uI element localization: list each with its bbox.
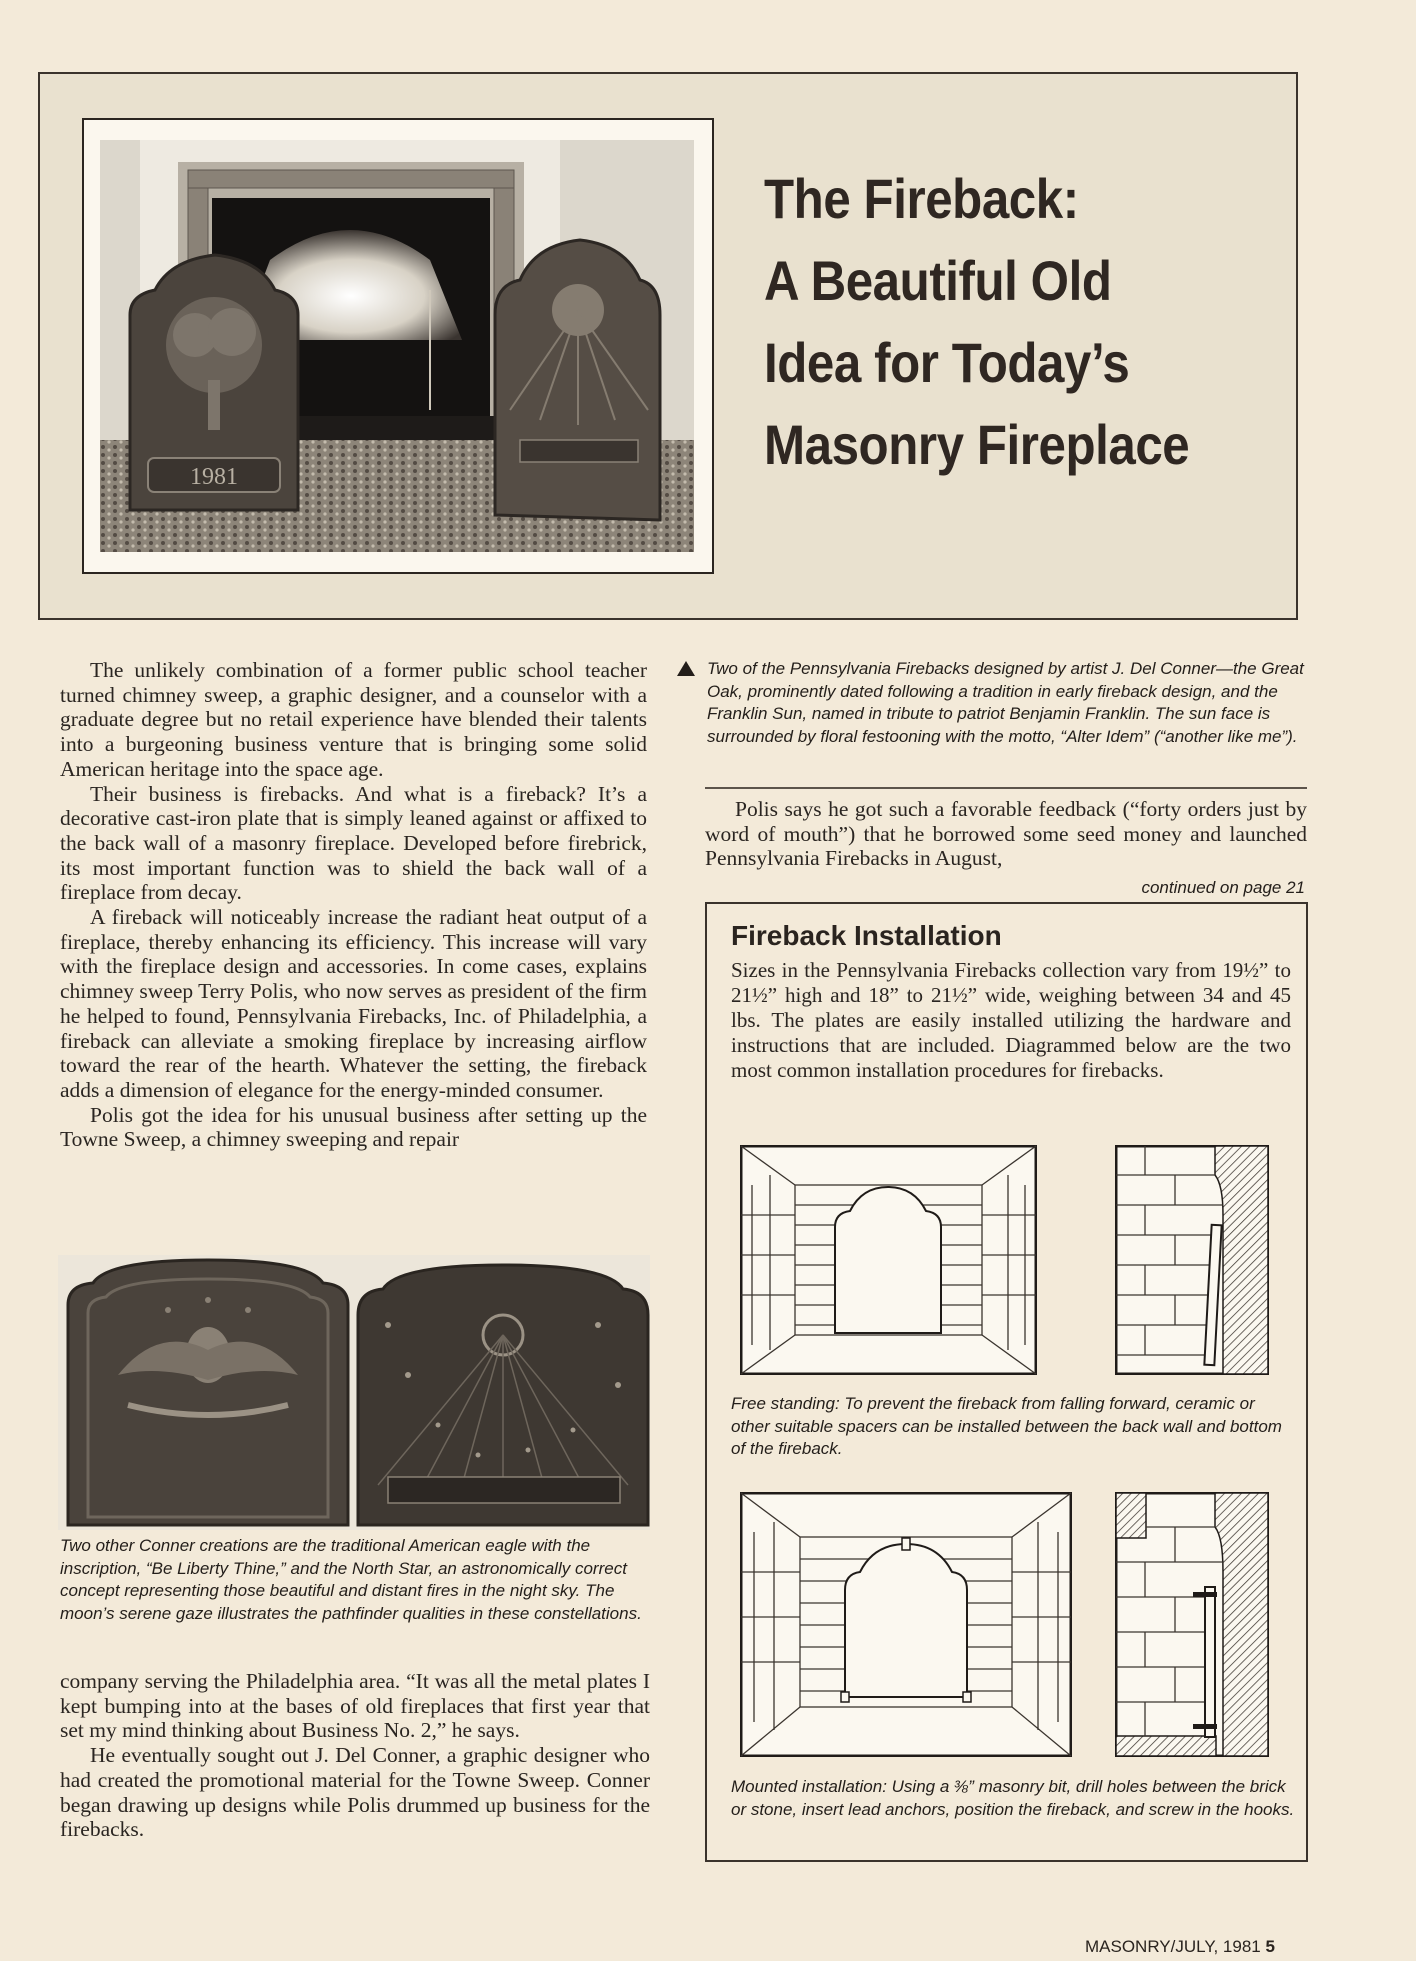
body-paragraph: The unlikely combination of a former public school teacher turned chimney sweep, a graphic designer, and a counselor with a graduate degree but no retail experience have blended their talents into a burgeoning business venture that is bringing some solid American heritage into the space age. [60, 658, 647, 781]
free-standing-side-diagram [1115, 1145, 1269, 1375]
north-star-fireback [358, 1265, 648, 1525]
page-footer [1085, 1937, 1275, 1957]
body-paragraph: Polis got the idea for his unusual business after setting up the Towne Sweep, a chimney sweeping and repair [60, 1102, 647, 1152]
body-paragraph: A fireback will noticeably increase the radiant heat output of a fireplace, thereby enhancing its efficiency. This increase will vary with the fireplace design and accessories. In come cases, explains chimney sweep Terry Polis, who now serves as president of the firm he helped to found, Pennsylvania Firebacks, Inc. of Philadelphia, a fireback can alleviate a smoking fireplace by increasing airflow toward the rear of the hearth. Whatever the setting, the fireback adds a dimension of elegance for the energy-minded consumer. [60, 905, 647, 1102]
body-paragraph: company serving the Philadelphia area. “It was all the metal plates I kept bumping into at the bases of old fireplaces that first year that set my mind thinking about Business No. 2,” he says. [60, 1669, 650, 1743]
mounted-front-diagram [740, 1492, 1072, 1757]
body-paragraph: Their business is firebacks. And what is a fireback? It’s a decorative cast-iron plate that is simply leaned against or affixed to the back wall of a masonry fireplace. Developed before firebrick, its most important function was to shield the back wall of a fireplace from decay. [60, 781, 647, 905]
body-column-left-continued [60, 1669, 650, 1842]
sidebar-text: Sizes in the Pennsylvania Firebacks collection vary from 19½” to 21½” high and 18” to 21½” wide, weighing between 34 and 45 lbs. The plates are easily installed utilizing the hardware and instructions that are included. Diagrammed below are the two most common installation procedures for firebacks. [731, 958, 1291, 1082]
franklin-sun-fireback [495, 240, 660, 520]
title-line-1: The Fireback: [764, 167, 1079, 230]
plates-caption: Two other Conner creations are the traditional American eagle with the inscription, “Be Liberty Thine,” and the North Star, an astronomically correct concept representing those beautiful and distant fires in the night sky. The moon’s serene gaze illustrates the pathfinder qualities in these constellations. [60, 1536, 642, 1623]
title-line-3: Idea for Today’s [764, 331, 1130, 394]
triangle-pointer-icon [677, 661, 695, 676]
great-oak-fireback [130, 255, 298, 510]
mounted-side-diagram [1115, 1492, 1269, 1757]
body-paragraph: He eventually sought out J. Del Conner, a graphic designer who had created the promotional material for the Towne Sweep. Conner began drawing up designs while Polis drummed up business for the firebacks. [60, 1743, 650, 1842]
body-column-right [705, 797, 1307, 871]
body-paragraph: Polis says he got such a favorable feedback (“forty orders just by word of mouth”) that he borrowed some seed money and launched Pennsylvania Firebacks in August, [705, 797, 1307, 871]
free-standing-front-diagram [740, 1145, 1037, 1375]
eagle-fireback [68, 1260, 348, 1525]
title-line-2: A Beautiful Old [764, 249, 1112, 312]
divider-rule [705, 787, 1307, 789]
photo-caption-text: Two of the Pennsylvania Firebacks designed by artist J. Del Conner—the Great Oak, prominently dated following a tradition in early fireback design, and the Franklin Sun, named in tribute to patriot Benjamin Franklin. The sun face is surrounded by floral festooning with the motto, “Alter Idem” (“another like me”). [707, 659, 1304, 746]
plates-photo [58, 1255, 650, 1530]
footer-label: MASONRY/JULY, 1981 [1085, 1937, 1261, 1956]
article-title [764, 158, 1222, 486]
body-column-left [60, 658, 647, 1152]
page-number: 5 [1265, 1937, 1275, 1956]
continued-note: continued on page 21 [1141, 878, 1305, 897]
mounted-caption: Mounted installation: Using a ⅜” masonry bit, drill holes between the brick or stone, insert lead anchors, position the fireback, and screw in the hooks. [731, 1777, 1295, 1819]
photo-caption [680, 658, 1310, 748]
free-standing-caption: Free standing: To prevent the fireback from falling forward, ceramic or other suitable spacers can be installed between the back wall and bottom of the fireback. [731, 1394, 1282, 1458]
fireplace-photo [100, 140, 694, 552]
plate-year-text: 1981 [190, 464, 238, 490]
sidebar-title: Fireback Installation [731, 920, 1002, 951]
title-line-4: Masonry Fireplace [764, 413, 1190, 476]
